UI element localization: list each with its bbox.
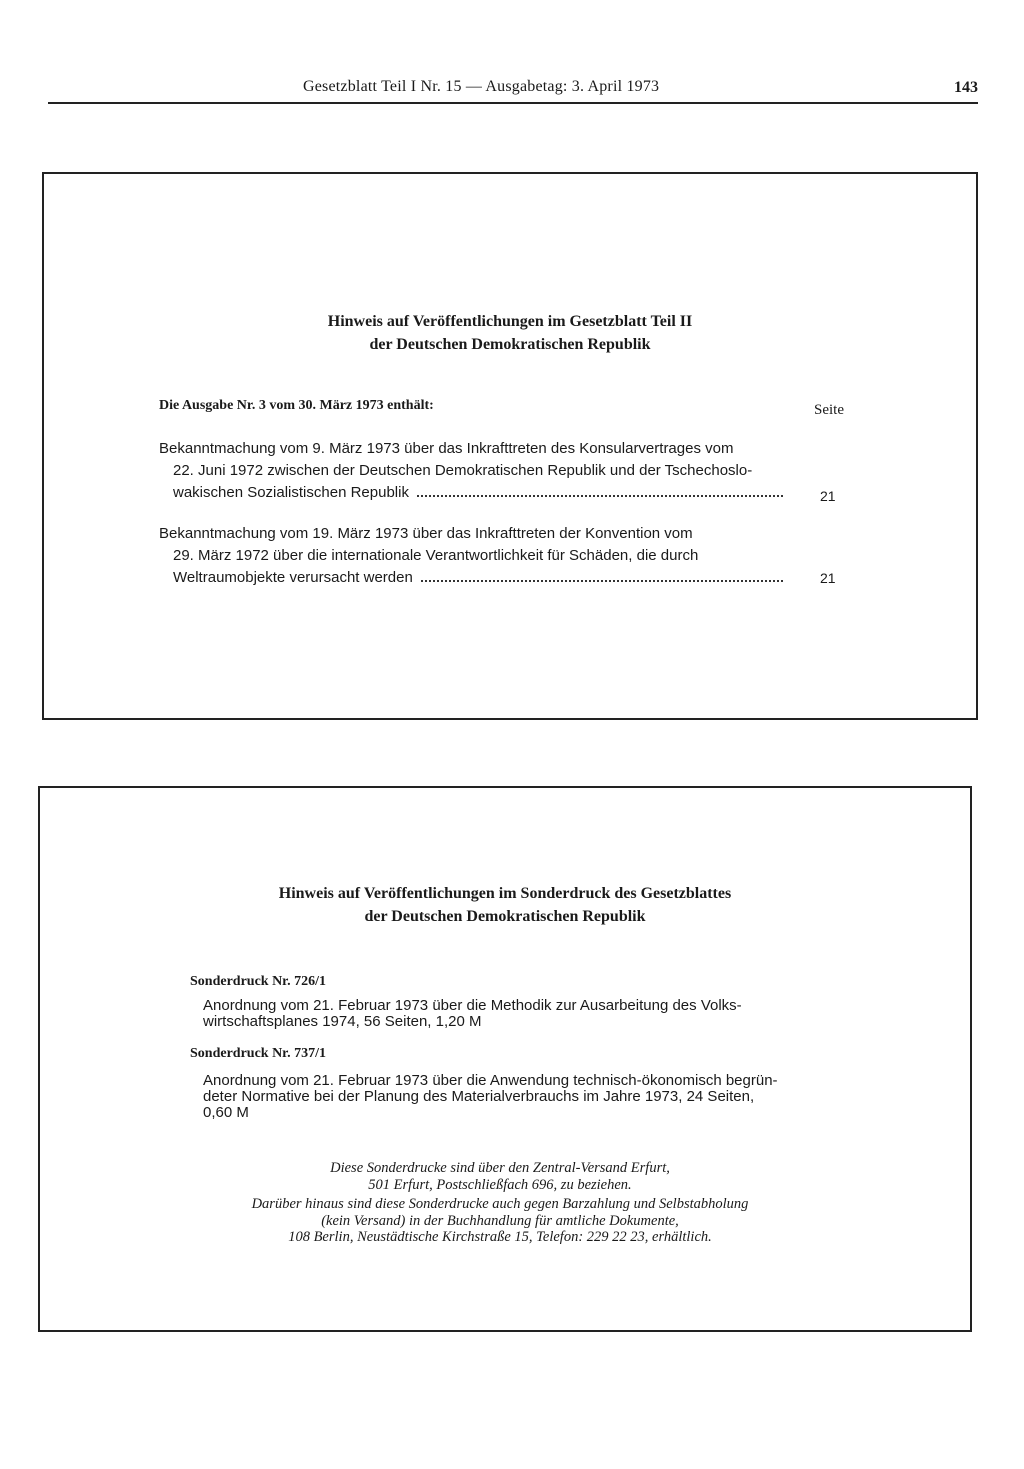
box2-title-line1: Hinweis auf Veröffentlichungen im Sonderdruck des Gesetzblattes (278, 885, 732, 902)
sonderdruck-description (203, 998, 823, 1030)
entry-line: 29. März 1972 über die internationale Verantwortlichkeit für Schäden, die durch (173, 547, 699, 564)
entry-line: Bekanntmachung vom 9. März 1973 über das Inkrafttreten des Konsularvertrages vom (159, 440, 734, 457)
entry-leader-line (159, 482, 789, 504)
notice-line: (kein Versand) in der Buchhandlung für amtliche Dokumente, (321, 1212, 679, 1229)
entry-line: Weltraumobjekte verursacht werden (173, 569, 413, 586)
page-number: 143 (954, 79, 978, 96)
sonderdruck-heading: Sonderdruck Nr. 726/1 (190, 974, 327, 989)
page-column-label: Seite (814, 402, 844, 418)
entry-line: Bekanntmachung vom 19. März 1973 über das Inkrafttreten der Konvention vom (159, 525, 693, 542)
notice-line: Darüber hinaus sind diese Sonderdrucke auch gegen Barzahlung und Selbstabholung (251, 1196, 749, 1212)
sonderdruck-description (203, 1073, 823, 1121)
box1-title-line2: der Deutschen Demokratischen Republik (369, 336, 651, 353)
contents-entry (159, 523, 789, 589)
notice-line: 108 Berlin, Neustädtische Kirchstraße 15, Telefon: 229 22 23, erhältlich. (288, 1229, 712, 1245)
box2-title-line2: der Deutschen Demokratischen Republik (364, 908, 646, 925)
header-title: Gesetzblatt Teil I Nr. 15 — Ausgabetag: 3. April 1973 (303, 78, 660, 95)
entry-leader-line (159, 567, 789, 589)
entry-page-number: 21 (820, 570, 836, 586)
sonderdruck-line: Anordnung vom 21. Februar 1973 über die Methodik zur Ausarbeitung des Volks- (203, 997, 742, 1014)
gesetzblatt-teil-ii-notice-box (42, 172, 978, 720)
contents-entry (159, 438, 789, 504)
sonderdruck-heading: Sonderdruck Nr. 737/1 (190, 1046, 327, 1061)
pickup-notice (100, 1196, 900, 1246)
notice-line: Diese Sonderdrucke sind über den Zentral-Versand Erfurt, (330, 1160, 670, 1176)
entry-line: 22. Juni 1972 zwischen der Deutschen Demokratischen Republik und der Tschechoslo- (173, 462, 753, 479)
sonderdruck-line: deter Normative bei der Planung des Materialverbrauchs im Jahre 1973, 24 Seiten, (203, 1088, 755, 1105)
dot-leader (417, 495, 783, 497)
box2-title (40, 882, 970, 928)
entry-line: wakischen Sozialistischen Republik (173, 484, 409, 501)
sonderdruck-line: Anordnung vom 21. Februar 1973 über die Anwendung technisch-ökonomisch begrün- (203, 1072, 778, 1089)
entry-page-number: 21 (820, 488, 836, 504)
sonderdruck-line: 0,60 M (203, 1104, 249, 1121)
dot-leader (421, 580, 783, 582)
sonderdruck-notice-box (38, 786, 972, 1332)
page-header (48, 78, 978, 104)
notice-line: 501 Erfurt, Postschließfach 696, zu beziehen. (368, 1176, 632, 1193)
ordering-notice (100, 1160, 900, 1193)
box1-title-line1: Hinweis auf Veröffentlichungen im Gesetzblatt Teil II (327, 313, 693, 330)
issue-line: Die Ausgabe Nr. 3 vom 30. März 1973 enthält: (159, 398, 434, 413)
sonderdruck-line: wirtschaftsplanes 1974, 56 Seiten, 1,20 M (203, 1013, 482, 1030)
box1-title (44, 310, 976, 356)
